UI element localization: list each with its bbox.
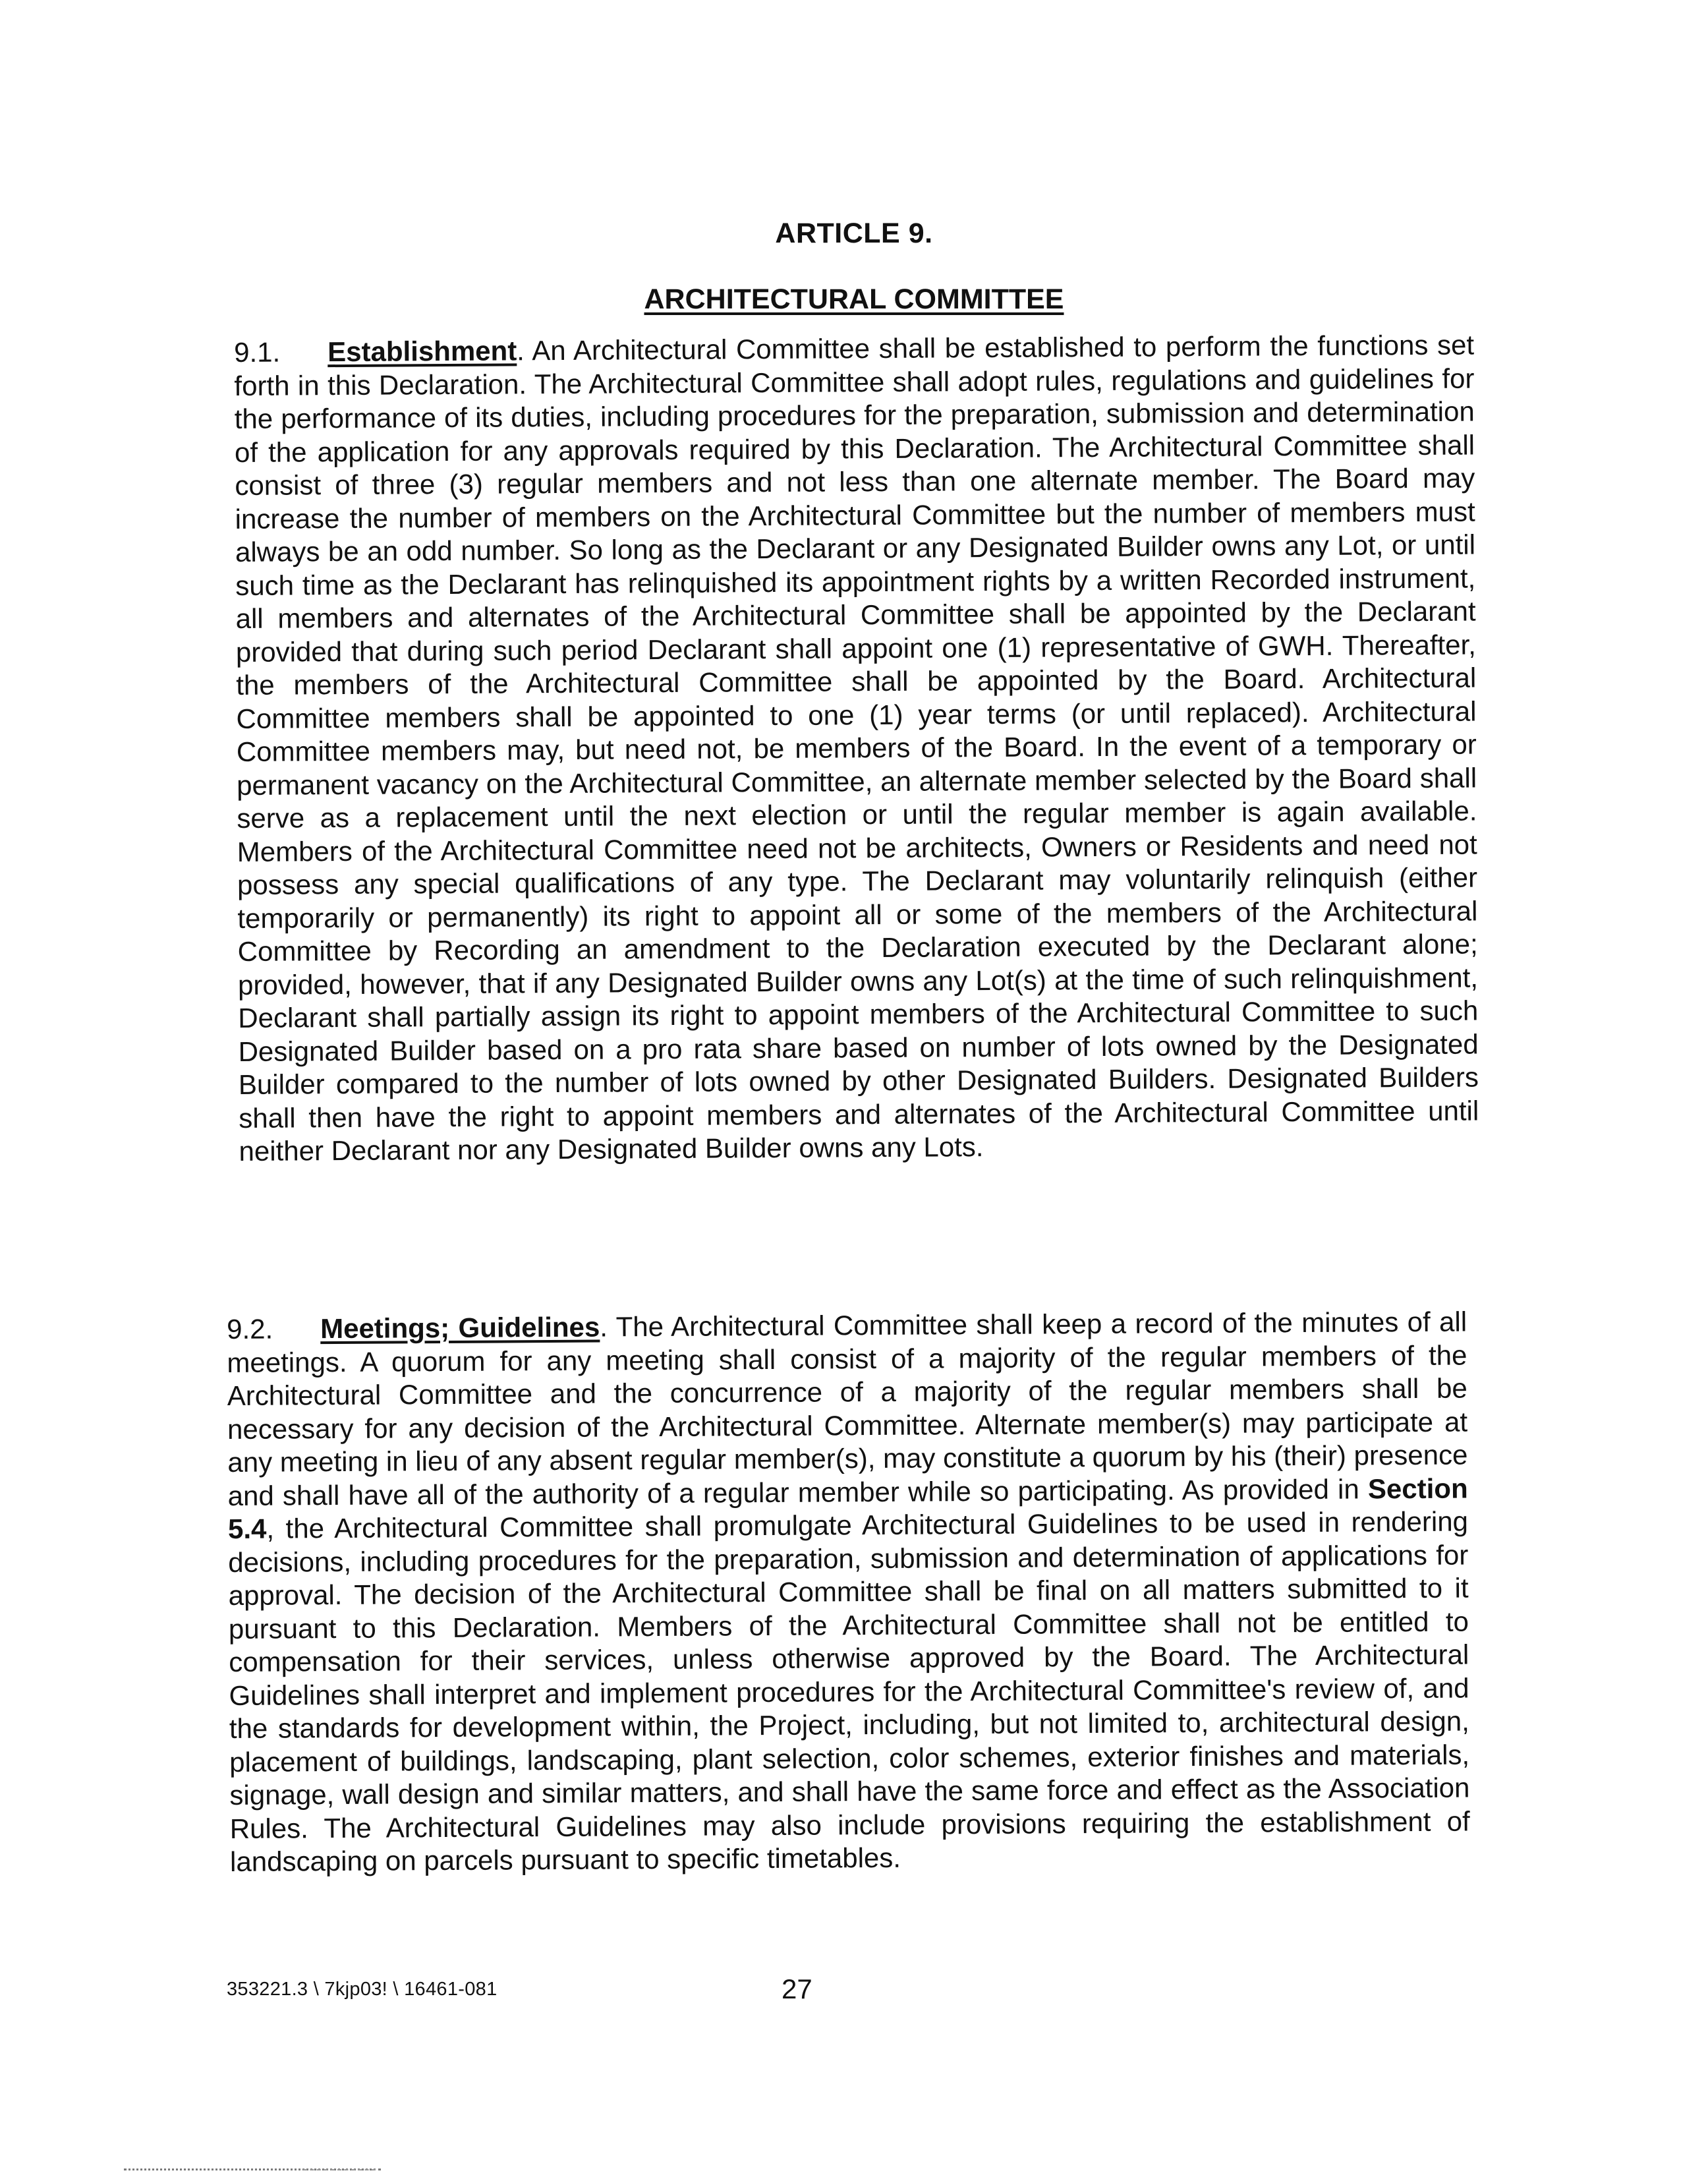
section-9-2-paragraph bbox=[227, 1306, 1470, 1879]
section-heading-meetings-guidelines: Meetings; Guidelines bbox=[320, 1311, 600, 1345]
article-number: ARTICLE 9. bbox=[775, 218, 933, 249]
section-9-1-paragraph bbox=[234, 329, 1479, 1169]
section-reference: Section 5.4 bbox=[227, 1472, 1468, 1544]
footer-document-reference: 353221.3 \ 7kjp03! \ 16461-081 bbox=[227, 1979, 498, 2000]
article-title: ARCHITECTURAL COMMITTEE bbox=[644, 283, 1064, 315]
page-number: 27 bbox=[782, 1973, 812, 2004]
section-body: . An Architectural Committee shall be established to perform the functions set forth in this Declaration. The Architectural Committee shall adopt rules, regulations and guidelines for the performance of its duties, including procedures for the preparation, submission and determination of the application for any approvals required by this Declaration. The Architectural Committee shall consist of three (3) regular members and not less than one alternate member. The Board may increase the number of members on the Architectural Committee but the number of members must always be an odd number. So long as the Declarant or any Designated Builder owns any Lot, or until such time as the Declarant has relinquished its appointment rights by a written Recorded instrument, all members and alternates of the Architectural Committee shall be appointed by the Declarant provided that during such period Declarant shall appoint one (1) representative of GWH. Thereafter, the members of the Architectural Committee shall be appointed by the Board. Architectural Committee members shall be appointed to one (1) year terms (or until replaced). Architectural Committee members may, but need not, be members of the Board. In the event of a temporary or permanent vacancy on the Architectural Committee, an alternate member selected by the Board shall serve as a replacement until the next election or until the regular member is again available. Members of the Architectural Committee need not be architects, Owners or Residents and need not possess any special qualifications of any type. The Declarant may voluntarily relinquish (either temporarily or permanently) its right to appoint all or some of the members of the Architectural Committee by Recording an amendment to the Declaration executed by the Declarant alone; provided, however, that if any Designated Builder owns any Lot(s) at the time of such relinquishment, Declarant shall partially assign its right to appoint members of the Architectural Committee to such Designated Builder based on a pro rata share based on number of lots owned by the Designated Builder compared to the number of lots owned by other Designated Builders. Designated Builders shall then have the right to appoint members and alternates of the Architectural Committee until neither Declarant nor any Designated Builder owns any Lots. bbox=[234, 329, 1479, 1167]
section-body: . The Architectural Committee shall keep a record of the minutes of all meetings. A quorum for any meeting shall consist of a majority of the regular members of the Architectural Committee and the concurrence of a majority of the regular members shall be necessary for any decision of the Architectural Committee. Alternate member(s) may participate at any meeting in lieu of any absent regular member(s), may constitute a quorum by his (their) presence and shall have all of the authority of a regular member while so participating. As provided in bbox=[227, 1306, 1468, 1511]
section-number: 9.1. bbox=[234, 336, 281, 368]
section-body-continued: , the Architectural Committee shall promulgate Architectural Guidelines to be used in rendering decisions, including procedures for the preparation, submission and determination of applications for approval. The decision of the Architectural Committee shall be final on all matters submitted to it pursuant to this Declaration. Members of the Architectural Committee shall not be entitled to compensation for their services, unless otherwise approved by the Board. The Architectural Guidelines shall interpret and implement procedures for the Architectural Committee's review of, and the standards for development within, the Project, including, but not limited to, architectural design, placement of buildings, landscaping, plant selection, color schemes, exterior finishes and materials, signage, wall design and similar matters, and shall have the same force and effect as the Association Rules. The Architectural Guidelines may also include provisions requiring the establishment of landscaping on parcels pursuant to specific timetables. bbox=[228, 1505, 1470, 1877]
scan-artifact-line bbox=[303, 2169, 376, 2170]
section-heading-establishment: Establishment bbox=[327, 335, 517, 368]
section-number: 9.2. bbox=[227, 1313, 273, 1345]
